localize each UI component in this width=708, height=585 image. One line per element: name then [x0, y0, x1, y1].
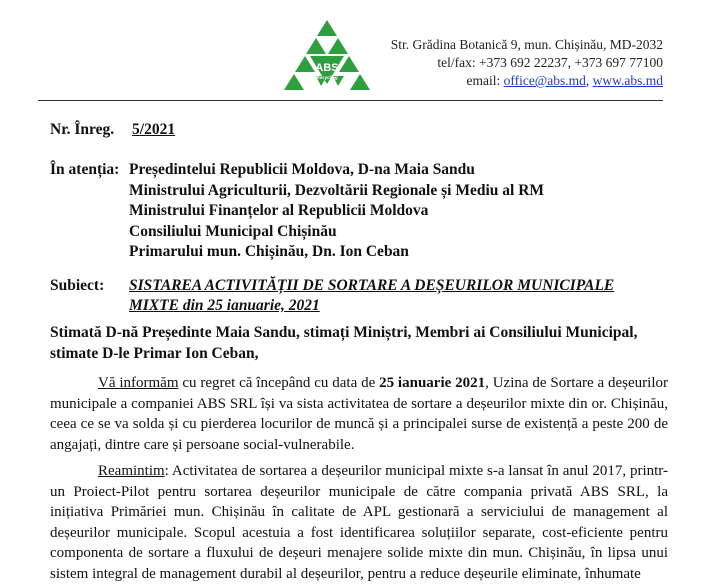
paragraph-2-lead: Reamintim	[98, 463, 165, 479]
email-link[interactable]: office@abs.md	[503, 73, 586, 88]
recipient-item: Primarului mun. Chișinău, Dn. Ion Ceban	[129, 243, 409, 260]
paragraph-2	[50, 461, 668, 585]
paragraph-1	[50, 373, 668, 455]
header-divider	[38, 100, 663, 101]
paragraph-1-date: 25 ianuarie 2021	[379, 375, 486, 391]
website-link[interactable]: www.abs.md	[592, 73, 663, 88]
subject-line-1: SISTAREA ACTIVITĂȚII DE SORTARE A DEȘEURILOR MUNICIPALE	[129, 277, 615, 294]
subject-line-2: MIXTE din 25 ianuarie, 2021	[129, 297, 320, 314]
street-address: Str. Grădina Botanică 9, mun. Chișinău, MD-2032	[390, 37, 663, 52]
email-label: email:	[466, 73, 501, 88]
paragraph-1-lead: Vă informăm	[98, 375, 179, 391]
recipient-item: Consiliului Municipal Chișinău	[129, 222, 337, 240]
company-address-block	[391, 36, 663, 90]
contact-separator: ,	[585, 73, 590, 88]
greeting: Stimată D-nă Președinte Maia Sandu, stimați Miniștri, Membri ai Consiliului Municipal, stimate D-le Primar Ion Ceban,	[50, 324, 638, 362]
recipient-item: Ministrului Agriculturii, Dezvoltării Regionale și Mediu al RM	[129, 181, 545, 199]
attention-label: În atenția:	[50, 161, 120, 178]
registration-label: Nr. Înreg.	[50, 121, 115, 138]
recipient-item: Președintelui Republicii Moldova, D-na Maia Sandu	[129, 161, 475, 178]
logo-brand: ABS	[315, 62, 339, 74]
recipient-item: Ministrului Finanțelor al Republicii Moldova	[129, 202, 429, 219]
registration-number: 5/2021	[132, 121, 176, 138]
paragraph-1-text-a: cu regret că începând cu data de	[178, 375, 380, 391]
subject-label: Subiect:	[50, 277, 105, 294]
abs-recycling-logo-icon	[283, 18, 371, 96]
subject-text	[129, 276, 649, 316]
paragraph-1-text-b: , Uzina de Sortare a deșeurilor municipale a companiei ABS SRL își va sista activitatea de sortare a deșeurilor mixte din or. Chișinău, ceea ce se va solda și cu pierderea locurilor de muncă și a principalei surse de existență a peste 200 de angajați, dintre care și persoane social-vulnerabile.	[50, 375, 668, 453]
logo-sub: Recycling	[316, 75, 338, 80]
phone-line: tel/fax: +373 692 22237, +373 697 77100	[437, 55, 663, 70]
email-line	[391, 72, 663, 90]
paragraph-2-text: : Activitatea de sortarea a deșeurilor municipal mixte s-a lansat în anul 2017, printr-un Proiect-Pilot pentru sortarea deșeurilor municipale de către compania privată ABS SRL, la inițiativa Primăriei mun. Chișinău în calitate de APL gestionară a serviciului de management al deșeurilor municipale. Scopul acestuia a fost identificarea soluțiilor separate, cost-eficiente pentru componenta de sortare a fluxului de deșeuri menajere solide mixte din mun. Chișinău, în lipsa unui sistem integral de management durabil al deșeurilor, pentru a reduce deșeurile eliminate, înhumate	[50, 463, 668, 582]
registration-line	[50, 120, 175, 140]
recipient-list	[129, 160, 544, 263]
